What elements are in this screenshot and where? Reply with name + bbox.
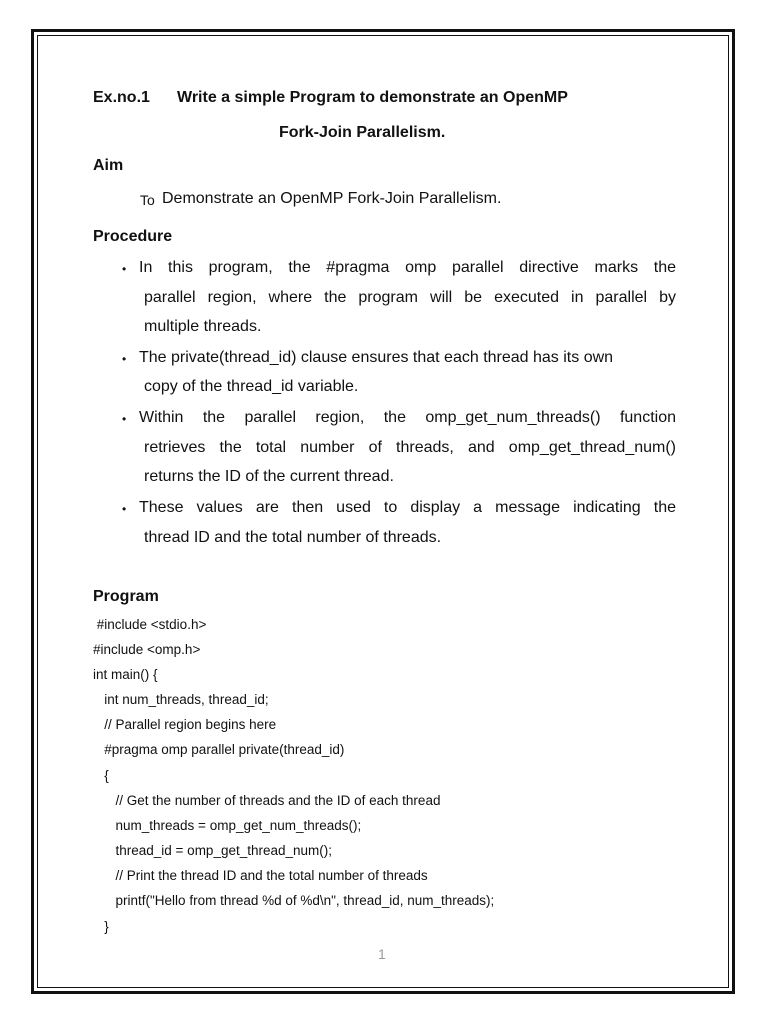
code-line-4: int num_threads, thread_id; (93, 692, 269, 707)
code-line-7: { (93, 768, 109, 783)
procedure-item-3-line-2: retrieves the total number of threads, and omp_get_thread_num() (144, 439, 676, 456)
exercise-number: Ex.no.1 (93, 89, 150, 106)
code-line-9: num_threads = omp_get_num_threads(); (93, 818, 362, 833)
procedure-item-1-line-1: In this program, the #pragma omp parallel directive marks the (139, 259, 676, 276)
code-line-10: thread_id = omp_get_thread_num(); (93, 843, 333, 858)
exercise-title-line2: Fork-Join Parallelism. (279, 124, 446, 141)
code-line-1: #include <stdio.h> (93, 617, 207, 632)
exercise-title-line1: Write a simple Program to demonstrate an OpenMP (177, 89, 568, 106)
procedure-heading: Procedure (93, 228, 173, 245)
code-line-13: } (93, 919, 109, 934)
code-line-2: #include <omp.h> (93, 642, 201, 657)
code-line-11: // Print the thread ID and the total number of threads (93, 868, 428, 883)
code-line-6: #pragma omp parallel private(thread_id) (93, 742, 345, 757)
page-number: 1 (378, 946, 386, 962)
procedure-item-4-line-1: These values are then used to display a message indicating the (139, 499, 676, 516)
code-line-12: printf("Hello from thread %d of %d\n", thread_id, num_threads); (93, 893, 495, 908)
procedure-item-1-line-3: multiple threads. (144, 318, 262, 335)
code-line-5: // Parallel region begins here (93, 717, 277, 732)
program-heading: Program (93, 588, 159, 605)
procedure-item-1-line-2: parallel region, where the program will be executed in parallel by (144, 289, 676, 306)
procedure-item-2-line-2: copy of the thread_id variable. (144, 378, 359, 395)
code-line-3: int main() { (93, 667, 158, 682)
procedure-item-3-line-3: returns the ID of the current thread. (144, 468, 394, 485)
code-line-8: // Get the number of threads and the ID of each thread (93, 793, 441, 808)
aim-heading: Aim (93, 157, 124, 174)
bullet-marker: • (122, 262, 127, 276)
bullet-marker: • (122, 502, 127, 516)
aim-text: Demonstrate an OpenMP Fork-Join Parallelism. (162, 190, 502, 207)
aim-prefix: To (140, 192, 155, 208)
procedure-item-4-line-2: thread ID and the total number of threads. (144, 529, 442, 546)
procedure-item-2-line-1: The private(thread_id) clause ensures that each thread has its own (139, 349, 614, 366)
procedure-item-3-line-1: Within the parallel region, the omp_get_num_threads() function (139, 409, 676, 426)
bullet-marker: • (122, 412, 127, 426)
bullet-marker: • (122, 352, 127, 366)
